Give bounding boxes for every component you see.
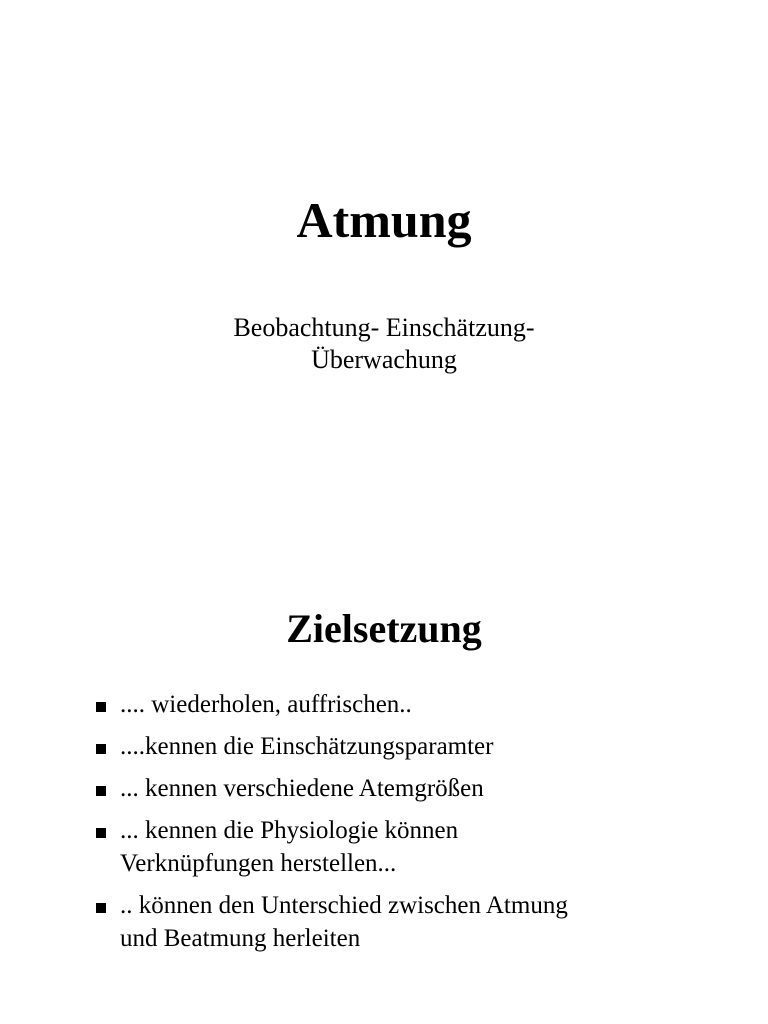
list-item-text bbox=[120, 814, 696, 880]
list-item-line-2: und Beatmung herleiten bbox=[120, 925, 361, 952]
square-bullet-icon bbox=[96, 828, 106, 838]
list-item-line-2: Verknüpfungen herstellen... bbox=[120, 850, 397, 877]
square-bullet-icon bbox=[96, 702, 106, 712]
list-item bbox=[96, 688, 696, 721]
list-item bbox=[96, 772, 696, 805]
list-item-line-1: ....kennen die Einschätzungsparamter bbox=[120, 733, 494, 760]
list-item-line-1: .... wiederholen, auffrischen.. bbox=[120, 691, 412, 718]
list-item bbox=[96, 889, 696, 955]
square-bullet-icon bbox=[96, 744, 106, 754]
subtitle-line-2: Überwachung bbox=[311, 345, 457, 374]
section-title: Zielsetzung bbox=[286, 606, 482, 651]
list-item-text bbox=[120, 889, 696, 955]
page-subtitle bbox=[0, 312, 768, 376]
list-item-text bbox=[120, 688, 696, 721]
list-item bbox=[96, 730, 696, 763]
list-item-text bbox=[120, 772, 696, 805]
list-item-line-1: ... kennen die Physiologie können bbox=[120, 817, 459, 844]
subtitle-line-1: Beobachtung- Einschätzung- bbox=[233, 313, 535, 342]
square-bullet-icon bbox=[96, 903, 106, 913]
list-item-line-1: ... kennen verschiedene Atemgrößen bbox=[120, 775, 484, 802]
page-title: Atmung bbox=[296, 192, 472, 248]
list-item-text bbox=[120, 730, 696, 763]
objectives-list bbox=[96, 688, 696, 964]
list-item bbox=[96, 814, 696, 880]
square-bullet-icon bbox=[96, 786, 106, 796]
list-item-line-1: .. können den Unterschied zwischen Atmung bbox=[120, 892, 568, 919]
